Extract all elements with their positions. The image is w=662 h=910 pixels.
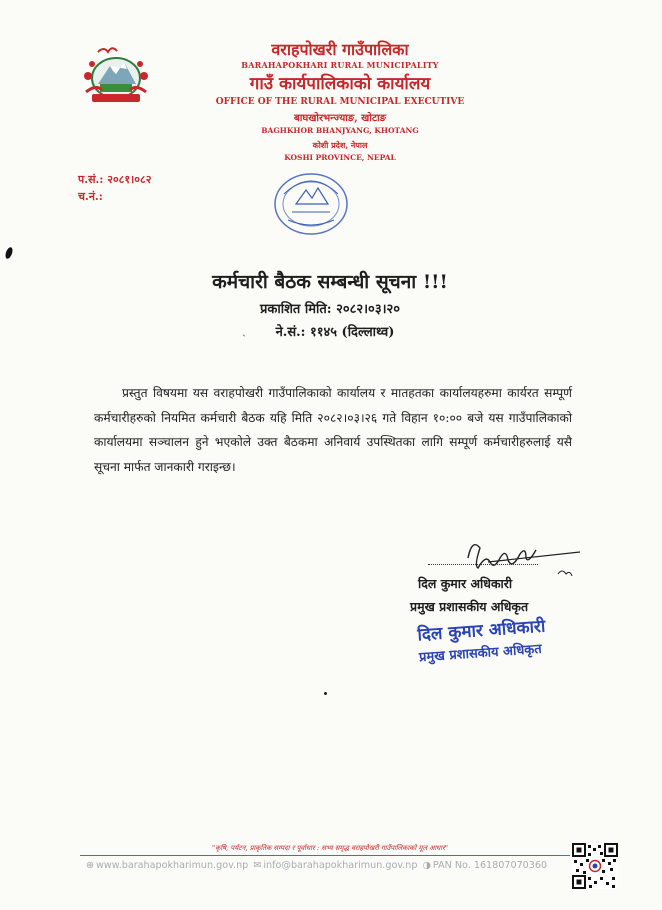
published-date: प्रकाशित मिति: २०८२।०३।२०	[259, 302, 401, 317]
signature-line	[428, 564, 538, 565]
province-np: कोशी प्रदेश, नेपाल	[312, 140, 368, 150]
name-stamp	[417, 614, 548, 666]
notice-body: प्रस्तुत विषयमा यस वराहपोखरी गाउँपालिकाको कार्यालय र मातहतका कार्यालयहरुमा कार्यरत सम्पूर्ण कर्मचारीहरुको नियमित कर्मचारी बैठक यहि मिति २०८२।०३।२६ गते विहान १०:०० बजे यस गाउँपालिकाको कार्यालयमा सञ्चालन हुने भएकोले उक्त बैठकमा अनिवार्य उपस्थितका लागि सम्पूर्ण कर्मचारीहरुलाई यसै सूचना मार्फत जानकारी गराइन्छ।	[94, 386, 572, 474]
signatory-name: दिल कुमार अधिकारी	[418, 576, 513, 591]
municipality-name-en: BARAHAPOKHARI RURAL MUNICIPALITY	[241, 60, 439, 70]
ink-dot	[324, 692, 327, 695]
office-seal-icon	[252, 158, 370, 250]
stamp-title: प्रमुख प्रशासकीय अधिकृत	[418, 641, 543, 666]
footer-pan: PAN No. 161807070360	[432, 860, 548, 871]
office-name-np: गाउँ कार्यपालिकाको कार्यालय	[249, 74, 431, 94]
reference-cn: च.नं.:	[78, 190, 103, 203]
address-en: BAGHKHOR BHANJYANG, KHOTANG	[261, 126, 419, 135]
footer-motto: "कृषि, पर्यटन, प्राकृतिक सम्पदा र पूर्वाधार : सभ्य समृद्ध वराहपोखरी गाउँपालिकाको मूल आधार"	[212, 844, 448, 852]
stamp-name: दिल कुमार अधिकारी	[416, 616, 546, 646]
globe-icon: ⊕	[86, 860, 95, 871]
province-en: KOSHI PROVINCE, NEPAL	[284, 153, 396, 162]
office-name-en: OFFICE OF THE RURAL MUNICIPAL EXECUTIVE	[215, 97, 465, 107]
email-icon: ✉	[253, 860, 262, 871]
signatory-designation: प्रमुख प्रशासकीय अधिकृत	[410, 599, 529, 614]
nepal-emblem-icon	[78, 42, 154, 108]
address-np: बाघखोरभन्ज्याङ, खोटाङ	[294, 113, 386, 124]
qr-code-icon[interactable]	[572, 843, 618, 889]
nepal-sambat-date: ने.सं.: ११४५ (दिल्लाथ्व)	[275, 325, 395, 340]
tick-mark: ˏ	[242, 323, 246, 337]
municipality-name-np: वराहपोखरी गाउँपालिका	[271, 40, 409, 59]
footer-website[interactable]: www.barahapokharimun.gov.np	[96, 860, 249, 871]
footer-divider	[80, 855, 570, 856]
footer-contact	[86, 860, 549, 871]
reference-ps: प.सं.: २०८१।०८२	[78, 173, 152, 186]
id-card-icon: ◑	[422, 860, 431, 871]
handwritten-signature-icon	[448, 530, 588, 580]
footer-email[interactable]: info@barahapokharimun.gov.np	[263, 860, 418, 871]
ink-mark	[4, 246, 14, 259]
notice-title: कर्मचारी बैठक सम्बन्धी सूचना !!!	[212, 271, 448, 293]
